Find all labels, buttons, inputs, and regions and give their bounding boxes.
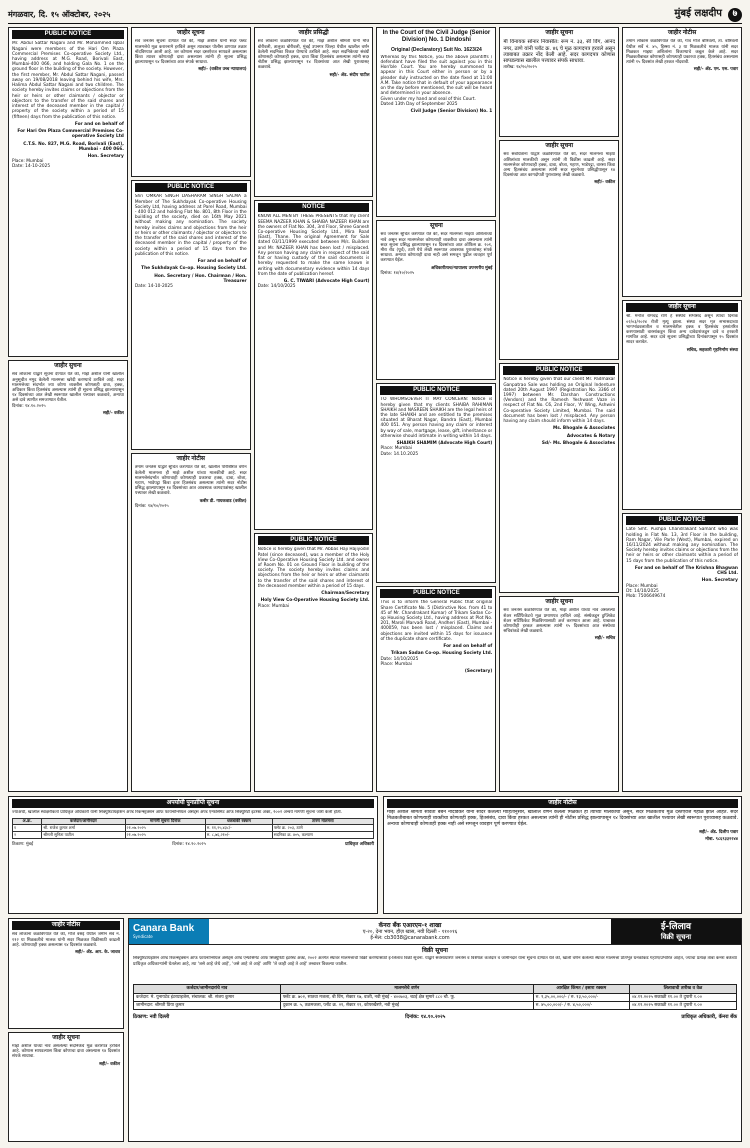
possession-notice <box>8 796 378 914</box>
notice-given: Given under my hand and seal of this Court. <box>380 96 476 102</box>
public-notice-sukhdayak <box>131 180 251 450</box>
notice-date: दिनांक: १४/१०/२०२५ <box>134 503 169 509</box>
notice-title: जाहीर सूचना <box>52 1034 80 1041</box>
page-number: ७ <box>728 8 742 22</box>
notices-columns <box>8 27 742 792</box>
notice-sign-org: Holy View Co-Operative Housing Society Ltd. <box>260 598 370 604</box>
notice-title: PUBLIC NOTICE <box>503 366 615 375</box>
notice-sign: सही/- ॲड. दिलीप पवार <box>699 829 738 835</box>
canara-header <box>129 919 741 945</box>
canara-logo-sub: Syndicate <box>133 934 153 940</box>
table-cell: रु. ४५,००,०००/- / रु. ४,५०,०००/- <box>533 1002 629 1010</box>
column-4 <box>376 27 496 792</box>
notice-sign-org: For and on behalf of The Krishna Bhagwan CHS Ltd. <box>634 565 738 577</box>
eauction-sub: विक्री सूचना <box>660 932 692 941</box>
notice-sign: Civil Judge (Senior Division) No. 1 <box>410 109 493 115</box>
canara-branch: कॅनरा बँक एआरएम-१ शाखा <box>378 921 442 929</box>
canara-branch-info <box>209 919 611 944</box>
notice-body: Notice is hereby given that our client Mr. Padmakar Ganpatrao Sale was holding an Original Indenture dated 20th August 1997 (Registration No. 3366 of 1997) between Mr. Darshan Constructions (Vendors) and the Ramesh Yeshwant Vaze in respect of Flat No. C6, 2nd Floor, 'A' Wing, Ashwini Co-operative Society Limited, Mumbai. The said document has been lost / misplaced. Any person having any claim should inform within 14 days. <box>503 377 616 425</box>
suchna-col4 <box>376 220 496 380</box>
notice-place: Place: Mumbai <box>626 583 658 589</box>
notice-sign: कबीर डी. गायकवाड (वकील) <box>199 498 247 504</box>
table-cell: २१.०७.२०२५ <box>125 825 205 832</box>
canara-intro: सिक्युरिटायझेशन ॲण्ड रिकन्स्ट्रक्शन ऑफ फायनान्शियल ॲसेट्स ॲण्ड एन्फोर्समेंट ऑफ सिक्युरिटी इंटरेस्ट ॲक्ट, २००२ अंतर्गत स्थावर मालमत्तांची विक्री करण्यासाठी ई-लिलाव विक्री सूचना. याद्वारे सर्वसाधारण जनतेस व विशेषतः कर्जदार व जामीनदार यांना सूचना देण्यात येते की, खाली वर्णन केलेल्या स्थावर मालमत्ता प्रतिभूत धनकोकडे गहाण/प्रभारित आहेत, ज्यांचा प्रत्यक्ष ताबा कॅनरा बँकेच्या प्राधिकृत अधिकाऱ्यांनी घेतलेला आहे, त्या 'जसे आहे जेथे आहे', 'जसे आहे जे आहे' आणि 'जे काही आहे ते आहे' तत्त्वावर विकल्या जातील. <box>133 956 737 967</box>
table-header: तारण मालमत्ता <box>272 818 373 825</box>
notice-sign: सही/- ॲड. संदीप पाटील <box>329 72 370 78</box>
notice-date: तारीख: १४/१०/२०२५ <box>503 64 537 70</box>
notice-sign-role: Advocates & Notary <box>566 433 616 439</box>
notice-body: सर्व लोकांना कळविण्यात येते की, माझे अशील श्रीमती यांनी मौजे बोरीवली, तालुका बोरीवली, मुंबई उपनगर जिल्हा येथील खालील वर्णन केलेली सदनिका विकत घेण्याचे ठरविले आहे. सदर सदनिकेच्या संबंधी कोणासही कोणताही हक्क, दावा किंवा हितसंबंध असल्यास त्यांनी सदर नोटीस प्रसिद्ध झाल्यापासून १४ दिवसांच्या आत लेखी पुराव्यासह कळवावे. <box>257 39 370 71</box>
table-cell: दुकान क्र. ५, तळमजला, प्लॉट क्र. २१, सेक्टर ११, कोपरखैरणे, नवी मुंबई <box>280 1002 533 1010</box>
table-header-row <box>13 818 374 825</box>
canara-table-wrap <box>129 982 741 1012</box>
notice-title: सूचना <box>430 223 443 229</box>
notice-body: TO WHOMSOEVER IT MAY CONCERN: Notice is hereby given that my clients SHAIBA RAHIMAN SHAIKH and NASREEN SHAIKH are the legal heirs of the late SHAIKH and are entitled to the premises situated at Bharat Nagar, Bandra (East), Mumbai 400 051. Any person having any claim or interest by way of sale, mortgage, lease, gift, inheritance or otherwise should intimate in writing within 14 days. <box>380 397 493 439</box>
public-notice-shaikh <box>376 383 496 583</box>
auction-table <box>133 984 737 1010</box>
notice-sign-role: (Secretary) <box>464 669 493 675</box>
table-header: कर्जदार/जामीनदार <box>42 818 125 825</box>
notice-date: दिनांक: १४/१०/२०२५ <box>380 270 415 276</box>
notice-sign-org: Trikam Sadan Co-op. Housing Society Ltd. <box>390 651 493 657</box>
table-row <box>134 1002 737 1010</box>
column-6 <box>622 27 742 792</box>
table-cell: रु. ११,२५,४३८/- <box>205 825 272 832</box>
column-5 <box>499 27 619 792</box>
notice-sign-addr: C.T.S. No. 827, M.G. Road, Borivali (East), Mumbai - 400 066. <box>23 141 124 152</box>
notice-sign-role: Chairman/Secretary <box>321 591 370 597</box>
notice-title: PUBLIC NOTICE <box>135 183 247 192</box>
canara-section-title: विक्री सूचना <box>422 947 448 954</box>
notice-title: NOTICE <box>258 203 370 212</box>
notice-date: Date: 14.10.2025 <box>380 451 419 457</box>
canara-sign: प्राधिकृत अधिकारी, कॅनरा बँक <box>681 1014 737 1021</box>
jahir-suchna-col5a <box>499 27 619 137</box>
table-row <box>13 832 374 839</box>
table-cell: २ <box>13 832 42 839</box>
notice-title: जाहीर सूचना <box>176 30 205 36</box>
notice-title: In the Court of the Civil Judge (Senior Division) No. 1 Dindoshi <box>382 30 491 44</box>
notice-intro: ज्याअर्थी, खालील स्वाक्षरीकर्ता प्राधिकृत अधिकारी यांनी सिक्युरिटायझेशन ॲण्ड रिकन्स्ट्रक्शन ऑफ फायनान्शियल ॲसेट्स ॲण्ड एन्फोर्समेंट ऑफ सिक्युरिटी इंटरेस्ट ॲक्ट, २००२ अन्वये मागणी सूचना जारी केली होती. <box>12 810 343 816</box>
notice-court: अधिकारीत्यच/न्यायालय उपनगरीय मुंबई <box>430 265 493 271</box>
notice-date: दिनांक: १४.१०.२०२५ <box>172 842 206 848</box>
notice-mob: Mob: 7506649674 <box>626 594 666 600</box>
canara-bank-eauction <box>128 918 742 1142</box>
notice-title: जाहीर सूचना <box>545 599 574 605</box>
notice-sign: सही/- सचिव <box>594 636 616 642</box>
masthead <box>8 6 742 24</box>
canara-logo <box>129 919 209 944</box>
possession-table <box>12 818 374 840</box>
canara-date: दिनांक: १४.१०.२०२५ <box>405 1014 446 1021</box>
notice-place: Place: Mumbai <box>257 603 290 609</box>
notice-sign-for: For and on behalf of <box>74 121 124 127</box>
notice-date: Date: 14/10/2025 <box>257 284 296 290</box>
canara-logo-text: Canara Bank <box>133 922 195 934</box>
notice-title: PUBLIC NOTICE <box>380 386 492 395</box>
jahir-suchna-col2 <box>131 27 251 177</box>
table-cell: फ्लॅट क्र. २०३, ठाणे <box>272 825 373 832</box>
table-cell: श्री. राजेश कुमार शर्मा <box>42 825 125 832</box>
canara-address: ए-२०, देना भवन, हौज़ खास, नवी दिल्ली - ११००१६ <box>362 929 458 936</box>
issue-date: मंगळवार, दि. १५ ऑक्टोबर, २०२५ <box>8 8 111 19</box>
notice-title: जाहीर सुचना <box>54 363 82 369</box>
notice-body: सर्व जनतेस सूचना देण्यात येते की, माझे अशील यांनी सदर फ्लॅट मालमत्तेचे मूळ करारनामे हरविले असून त्याबाबत पोलीस ठाण्यात तक्रार नोंदविण्यात आली आहे. जर कोणास सदर दस्तऐवज सापडले असल्यास किंवा त्यावर कोणताही दावा असल्यास त्यांनी ही सूचना प्रसिद्ध झाल्यापासून १४ दिवसांच्या आत संपर्क साधावा. <box>134 39 247 66</box>
notice-place: Place: Mumbai <box>380 446 412 452</box>
table-cell: रु. १,३५,००,०००/- / रु. १३,५०,०००/- <box>533 993 629 1001</box>
notice-title: जाहीर नोटीस <box>667 30 697 36</box>
bottom-left-stack <box>8 918 124 1142</box>
column-3 <box>254 27 374 792</box>
notice-body: श्री. मनोज रामचंद्र राणे हे संस्थेचे सभासद असून त्यांचा दिनांक ०२/०३/२०२४ रोजी मृत्यू झाला. संस्था सदर मृत सभासदाच्या भागभांडवलातील व मालमत्तेतील हक्क व हितसंबंध हस्तांतरित करण्यासाठी वारसांकडून किंवा अन्य दावेदारांकडून दावे व हरकती मागवित आहे. सदर दावे सूचना प्रसिद्धीच्या दिनांकापासून १५ दिवसांत सादर करावेत. <box>626 314 738 346</box>
public-notice-hari-om <box>8 27 128 357</box>
jahir-prasiddhi <box>254 27 374 197</box>
notice-sign-role: Hon. Secretary <box>701 578 738 584</box>
jahir-notice-col2 <box>131 453 251 792</box>
public-notice-holy-view <box>254 533 374 792</box>
table-header: कर्जदार/जामीनदारांचे नाव <box>134 985 281 993</box>
notice-mob: मोबा. ९८६९३३२२४४ <box>705 837 738 843</box>
table-header-row <box>134 985 737 993</box>
notice-sign: SHAIKH SHAMIM (Advocate High Court) <box>396 441 493 447</box>
notice-body: मी विनायक सोनार निवासीत: रूम नं. ३३, सी विंग, आनंद नगर, ठाणे यांनी प्लॉट क्र. ४६ चे मूळ कागदपत्र हरवले असून त्याबाबत तक्रार नोंद केली आहे. सदर कागदपत्र कोणास सापडल्यास खालील पत्त्यावर संपर्क साधावा. <box>503 39 616 65</box>
notice-date: Dated 13th Day of September 2025 <box>380 101 458 107</box>
notice-footer <box>12 842 374 847</box>
notice-date: Date: 14-10-2025 <box>134 284 173 290</box>
table-header: लिलावाची तारीख व वेळ <box>629 985 736 993</box>
notice-date: Dt: 14/10/2025 <box>626 588 659 594</box>
notice-title: PUBLIC NOTICE <box>258 536 370 545</box>
jahir-suchna-col1 <box>8 360 128 792</box>
notice-body: Shri OMKAR SINGH DASHARAM SINGH SALMA a Member of The Sukhdayak Co-operative Housing Society Ltd, having address at Parel Road, Mumbai - 400 012 and holding Flat No. 801, 8th Floor in the building of the society, died on 16th May 2021 without making any nomination. The society hereby invites claims and objections from the heir or heirs or other claimants / objector or objectors to the transfer of the said shares and interest of the deceased member in the capital / property of the society within a period of 15 days from the publication of this notice. <box>134 194 247 257</box>
notice-sign: सचिव, सहकारी गृहनिर्माण संस्था <box>686 347 738 353</box>
court-notice-dindoshi <box>376 27 496 217</box>
table-cell: श्रीमती सुनिता पाटील <box>42 832 125 839</box>
table-header: मागणी सूचना दिनांक <box>125 818 205 825</box>
public-notice-trikam <box>376 586 496 792</box>
notice-title: जाहीर प्रसिद्धी <box>298 30 329 36</box>
table-header: आरक्षित किंमत / इसारा रक्कम <box>533 985 629 993</box>
jahir-notice-col6 <box>622 27 742 297</box>
jahir-suchna-col5c <box>499 596 619 792</box>
notice-body: सर्व जनतेस कळविण्यात येते की, माझे अशील यांच्या नावे असलेल्या शेअर सर्टिफिकेटचे मूळ प्रमाणपत्र हरविले आहे. संस्थेकडून डुप्लिकेट शेअर सर्टिफिकेट मिळविण्यासाठी अर्ज करण्यात आला आहे. याबाबत कोणाचीही हरकत असल्यास त्यांनी १५ दिवसांच्या आत संस्थेच्या सचिवांकडे लेखी कळवावे. <box>503 608 616 635</box>
public-notice-bhogale <box>499 363 619 593</box>
canara-place: ठिकाण: नवी दिल्ली <box>133 1014 170 1021</box>
canara-footer <box>129 1012 741 1022</box>
notice-body: Late Smt. Pushpa Chandrakant Samant who was holding in Flat No. 13, 3rd Floor in the building, Ram Nagar, Vile Parle (West), Mumbai, expired on 16/11/2024 without making any nomination. The Society hereby invites claims or objections from the heir or heirs or other claimants within a period of 15 days from the publication of this notice. <box>626 527 738 564</box>
column-1 <box>8 27 128 792</box>
notice-sign: सही/- ॲड. एम. एस. पवार <box>693 67 738 73</box>
jahir-notice-small <box>8 918 124 1029</box>
jahir-suchna-col5b <box>499 140 619 360</box>
notice-title: जाहीर नोटीस <box>387 799 738 808</box>
paper-name: मुंबई लक्षदीप <box>674 8 722 20</box>
notice-sign-org: For Hari Om Plaza Commercial Premises Co-operative Society Ltd <box>17 129 124 140</box>
notice-place: Place: Mumbai <box>12 159 44 165</box>
notice-title: PUBLIC NOTICE <box>626 516 738 525</box>
table-cell: २१.०७.२०२५ <box>125 832 205 839</box>
table-header: थकबाकी रक्कम <box>205 818 272 825</box>
jahir-notice-bottom <box>383 796 742 914</box>
eauction-title: ई-लिलाव <box>660 921 692 932</box>
notice-seema-khan <box>254 200 374 530</box>
notice-body: सर्व संबंधितांना याद्वारे कळविण्यात येते की, सदर मालमत्ता माझ्या अशिलांच्या मालकीची असून त्यांनी ती विक्रीस काढली आहे. सदर मालमत्तेवर कोणाचाही हक्क, दावा, बोजा, गहाण, भाडेपट्टा, वारसा किंवा अन्य हितसंबंध असल्यास त्यांनी सदर सूचनेच्या प्रसिद्धीपासून १४ दिवसांच्या आत कागदोपत्री पुराव्यासह लेखी कळवावे. <box>503 152 616 179</box>
table-cell: ०४.११.२०२५ सकाळी ११.०० ते दुपारी १.०० <box>629 993 736 1001</box>
notice-body: Whereas by this Notice, you the above plaintiffs / defendant have filed the suit against you in this Hon'ble Court. You are hereby summoned to appear in this Court either in person or by a pleader duly instructed on the date fixed at 11:00 A.M. Take notice that in default of your appearance on the day before mentioned, the suit will be heard and determined in your absence. <box>380 54 493 97</box>
notice-body: सर्व लोकांना कळविण्यात येते की, मौजे वसई येथील जमीन सर्वे नं. ११२ या मिळकतीचे मालक यांनी सदर मिळकत विक्रीसाठी काढली आहे. कोणाचाही हक्क असल्यास १४ दिवसांत कळवावे. <box>12 932 120 948</box>
table-row <box>134 993 737 1001</box>
notice-sign-org: Ms. Bhogale & Associates <box>552 426 616 432</box>
table-cell: रु. ८,७६,२१०/- <box>205 832 272 839</box>
notice-title: जाहीर सूचना <box>545 143 574 149</box>
notice-sign: G. C. TIWARI (Advocate High Court) <box>283 279 370 285</box>
notice-title: अपर्यायी पुनर्प्राप्ति सूचना <box>12 799 374 808</box>
notice-place: Place: Mumbai <box>380 661 412 667</box>
notice-sign: सही/- वकील <box>99 1061 120 1067</box>
notice-sign: Sd/- Ms. Bhogale & Associates <box>541 440 616 446</box>
notice-sign-for: For and on behalf of <box>197 259 247 265</box>
notice-sign: सही/- वकील <box>594 180 616 186</box>
column-2 <box>131 27 251 792</box>
notice-sign-for: For and on behalf of <box>443 644 493 650</box>
notice-body: तमाम जनतेस याद्वारे सूचित करण्यात येते की, खालील परिशिष्टात वर्णन केलेली मालमत्ता ही माझे अशील यांच्या मालकीची आहे. सदर मालमत्तेसंदर्भात कोणाचाही कोणत्याही प्रकारचा हक्क, दावा, बोजा, गहाण, भाडेपट्टा किंवा इतर हितसंबंध असल्यास त्यांनी सदर नोटीस प्रसिद्ध झाल्यापासून १४ दिवसांच्या आत आवश्यक कागदपत्रांसह खालील पत्त्यावर लेखी कळवावे. <box>134 465 247 497</box>
table-cell: जामीनदार: श्रीमती प्रिया कुमार <box>134 1002 281 1010</box>
notice-title: जाहीर नोटीस <box>12 921 120 930</box>
notice-body: Mr. Abdul Sattar Nagani and Mr. Mohammed Iqbal Nagani were members of the Hari Om Plaza Commercial Premises Co-operative Society Ltd., having address at M.G. Road, Borivali East, Mumbai-400 066, and holding Gala No. 1 on the ground floor in the building of the society. However, the first member, Mr. Abdul Sattar Nagani, passed away on 19/08/2018 leaving behind his wife, Mrs. Halima Abdul Sattar Nagani and two children. The society hereby invites claims or objections from the heir or heirs or other claimants / objector or objectors to the transfer of the said shares and interest of the deceased member in the capital / property of the society within a period of 15 (fifteen) days from the publication of this notice. <box>12 41 124 120</box>
notice-sign-org: The Sukhdayak Co-op. Housing Society Ltd. <box>141 266 247 272</box>
notice-body: सर्व लोकांना याद्वारे सूचना देण्यात येते की, माझे अशील यांनी खालील अनुसूचीत नमुद केलेली मालमत्ता खरेदी करण्याचे ठरविले आहे. सदर मालमत्तेच्या संदर्भात ज्या कोणा व्यक्तीस कोणताही दावा, हक्क, अधिकार किंवा हितसंबंध असल्यास त्यांनी ही सूचना प्रसिद्ध झाल्यापासून १४ दिवसांच्या आत लेखी स्वरूपात खालील पत्त्यावर कळवावे, अन्यथा असे दावे त्यागीत समजण्यात येतील. <box>12 372 124 404</box>
jahir-suchna-col6 <box>622 300 742 510</box>
table-cell: कर्जदार: मे. युनायटेड इंटरप्राइजेस, संचालक: श्री. संजय कुमार <box>134 993 281 1001</box>
table-cell: सदनिका क्र. ४०५, कल्याण <box>272 832 373 839</box>
notice-sign: प्राधिकृत अधिकारी <box>345 842 374 848</box>
notice-title: PUBLIC NOTICE <box>380 589 492 598</box>
notice-body: माझे अशील श्रीमती सविता बबन नांदोडकर यांनी सादर केलेल्या माहितीनुसार, खालील वर्णन केलेली मिळकत ही त्यांच्या मालकीची असून, सदर मिळकतीचे मूळ दस्तऐवज गहाळ झाले आहेत. सदर मिळकतीबाबत कोणत्याही व्यक्तीचा कोणताही हक्क, हितसंबंध, दावा किंवा हरकत असल्यास त्यांनी ही नोटीस प्रसिद्ध झाल्यापासून १४ दिवसांच्या आत खालील पत्त्यावर लेखी स्वरूपात पुराव्यासह कळवावे. अन्यथा कोणाचाही कोणताही हक्क नाही असे समजून व्यवहार पूर्ण करण्यात येईल. <box>387 810 738 827</box>
table-header: अ.क्र. <box>13 818 42 825</box>
notice-place: ठिकाण: मुंबई <box>12 842 34 848</box>
notice-date: Date: 14-10-2025 <box>12 164 51 170</box>
notice-sign: सही/- वकील <box>102 410 124 416</box>
public-notice-krishna <box>622 513 742 792</box>
eauction-badge <box>611 919 741 944</box>
notice-body: KNOW ALL MEN BY THESE PRESENTS that my client SEEMA NAZEER KHAN & SHAIBA NAZEER KHAN are the owners of Flat No. 304, 3rd Floor, Shree Ganesh Co-operative Housing Society Ltd., Mira Road (East), Thane. The original Agreement for Sale dated 03/11/1999 executed between M/s. Builders and Mr. NAZEER KHAN has been lost / misplaced. Any person having any claim in respect of the said flat or having custody of the said documents is hereby requested to make the same known in writing with documentary evidence within 14 days from the date of publication hereof. <box>257 214 370 277</box>
notice-date: दिनांक: १४.१०.२०२५ <box>12 403 46 409</box>
table-header: मालमत्तेचे वर्णन <box>280 985 533 993</box>
table-cell: १ <box>13 825 42 832</box>
jahir-suchna-small <box>8 1032 124 1143</box>
notice-body: Notice is hereby given that Mr. Abbas Haji Hajiyodin Patel (since deceased), was a member of the Holy View Co-Operative Housing Society Ltd. and owner of Room No. 01 on Ground Floor in building of the society. The society hereby invites claims and objections from the heir or heirs or other claimants to the transfer of the said shares and interest of the deceased member within a period of 15 days. <box>257 547 370 589</box>
table-row <box>13 825 374 832</box>
masthead-right <box>674 8 742 22</box>
table-cell: ०४.११.२०२५ सकाळी ११.०० ते दुपारी १.०० <box>629 1002 736 1010</box>
notice-sign: सही/- (वकील उच्च न्यायालय) <box>198 67 247 73</box>
notice-body: This is to inform the General Public that original Share Certificate No. 5 (Distinctive Nos. from 41 to 45 of Mr. Chandrakant Kumar) of Trikam Sadan Co-op Housing Society Ltd., having address at Plot No. 201, Maroli Marvadi Road, Andheri (East), Mumbai - 400059, has been lost / misplaced. Claims and objections are invited within 15 days for issuance of the duplicate share certificate. <box>380 600 493 642</box>
notice-body: सर्व जनतेस सूचित करण्यात येते की, सदर मालमत्ता माझ्या अशिलांच्या नावे असून सदर मालमत्तेवर कोणत्याही व्यक्तीचा दावा असल्यास त्यांनी सदर सूचना प्रसिद्ध झाल्यापासून १४ दिवसांच्या आत ऑफिस क्र. २०१, मीरा रोड (पूर्व), ठाणे येथे लेखी स्वरूपात आवश्यक पुराव्यांसह संपर्क साधावा. अन्यथा कोणताही दावा नाही असे समजून पुढील व्यवहार पूर्ण करण्यात येईल. <box>380 232 493 264</box>
table-cell: फ्लॅट क्र. ७०२, सातवा मजला, बी विंग, सेक्टर १७, वाशी, नवी मुंबई - ४००७०३, चटई क्षेत्र सुमारे ८८० चौ. फू. <box>280 993 533 1001</box>
notice-body: माझे अशील यांच्या नावे असलेल्या सदनिकेचे मूळ करारपत्र हरविले आहे. कोणास सापडल्यास किंवा कोणाचा दावा असल्यास १४ दिवसांत संपर्क साधावा. <box>12 1043 120 1060</box>
canara-email: ई-मेल: cb3038@canarabank.com <box>370 935 450 942</box>
notice-subtitle: Original (Declaratory) Suit No. 1623/24 <box>390 46 482 53</box>
notice-date: Date: 14/10/2025 <box>380 656 419 662</box>
notice-sign: सही/- ॲड. आर. के. जाधव <box>75 950 120 956</box>
notice-body: तमाम लोकांस कळविण्यात येते की, गाव मौजे बोरिवली, ता. बोरिवली येथील सर्वे नं. ४५, हिस्सा नं. ३ या मिळकतीचे मालक यांनी सदर मिळकत माझ्या अशिलांना विकण्याचे कबूल केले आहे. सदर मिळकतीबाबत कोणासही कोणत्याही प्रकारचा हक्क, हितसंबंध असल्यास त्यांनी १५ दिवसांत लेखी हरकत नोंदवावी. <box>626 39 738 66</box>
notice-title: जाहीर सूचना <box>626 303 738 312</box>
notice-title: जाहीर सूचना <box>545 30 574 36</box>
notice-sign-role: Hon. Secretary / Hon. Chairman / Hon. Treasurer <box>154 273 247 284</box>
notice-title: PUBLIC NOTICE <box>12 30 124 39</box>
notice-title: जाहीर नोटीस <box>176 456 205 462</box>
notice-sign-role: Hon. Secretary <box>87 154 124 159</box>
